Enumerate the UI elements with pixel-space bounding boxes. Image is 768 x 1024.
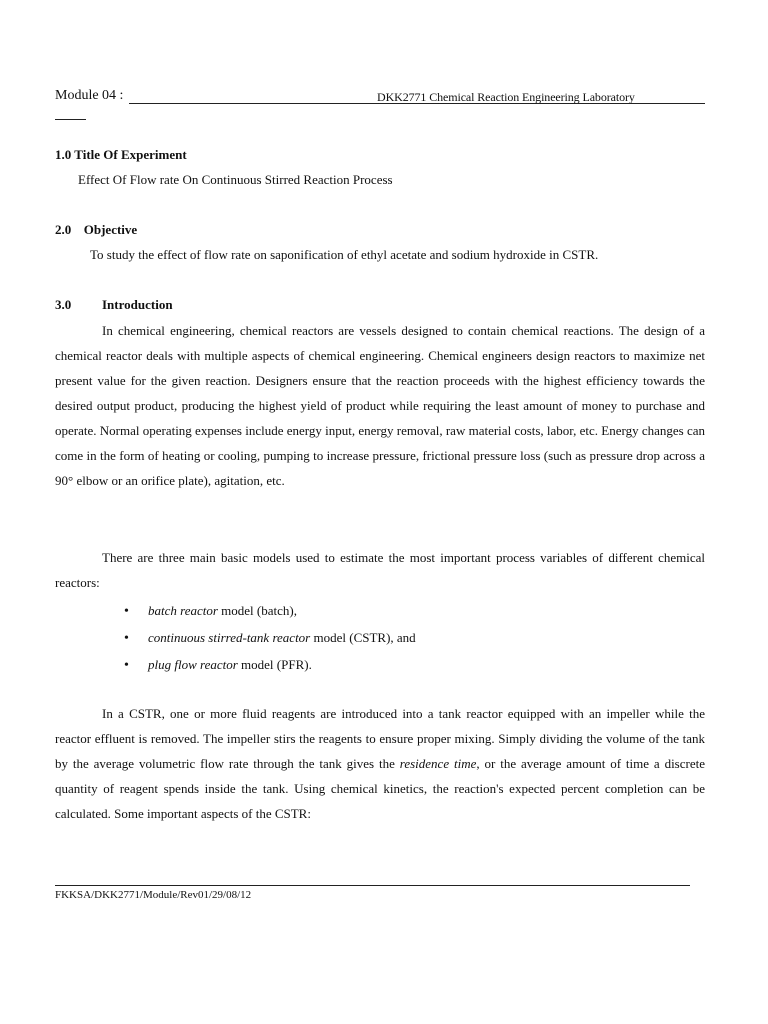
section-3-title: Introduction xyxy=(102,297,173,312)
section-1-text: Effect Of Flow rate On Continuous Stirred Reaction Process xyxy=(78,172,393,187)
section-2-title: Objective xyxy=(83,222,138,237)
footer-code: FKKSA/DKK2771/Module/Rev01/29/08/12 xyxy=(55,889,252,901)
section-2-text: To study the effect of flow rate on saponification of ethyl acetate and sodium hydroxide in CSTR. xyxy=(90,247,599,262)
intro-paragraph-2: There are three main basic models used to estimate the most important process variables of different chemical reactors: xyxy=(55,550,705,590)
header-rule xyxy=(129,103,705,104)
section-2-heading xyxy=(55,222,137,238)
section-3-heading xyxy=(55,297,173,313)
page-header xyxy=(55,88,705,108)
course-title: DKK2771 Chemical Reaction Engineering Laboratory xyxy=(377,90,635,104)
bullet-icon: • xyxy=(124,658,129,673)
intro-paragraph-1: In chemical engineering, chemical reactors are vessels designed to contain chemical reactions. The design of a chemical reactor deals with multiple aspects of chemical engineering. Chemical engineers design reactors to maximize net present value for the given reaction. Designers ensure that the reaction proceeds with the highest efficiency towards the desired output product, producing the highest yield of product while requiring the least amount of money to purchase and operate. Normal operating expenses include energy input, energy removal, raw material costs, labor, etc. Energy changes can come in the form of heating or cooling, pumping to increase pressure, frictional pressure loss (such as pressure drop across a 90° elbow or an orifice plate), agitation, etc. xyxy=(55,323,705,488)
reactor-models-list xyxy=(124,597,416,678)
footer-rule xyxy=(55,885,690,886)
bullet-icon: • xyxy=(124,631,129,646)
module-label: Module 04 : xyxy=(55,88,124,103)
section-2-number: 2.0 xyxy=(55,222,72,237)
section-3-number: 3.0 xyxy=(55,297,72,312)
list-item: • plug flow reactor model (PFR). xyxy=(124,651,416,678)
bullet-icon: • xyxy=(124,604,129,619)
section-1-heading: 1.0 Title Of Experiment xyxy=(55,147,187,162)
intro-paragraph-3: In a CSTR, one or more fluid reagents are introduced into a tank reactor equipped with an impeller while the reactor effluent is removed. The impeller stirs the reagents to ensure proper mixing. Simply dividing the volume of the tank by the average volumetric flow rate through the tank gives the residence time, or the average amount of time a discrete quantity of reagent spends inside the tank. Using chemical kinetics, the reaction's expected percent completion can be calculated. Some important aspects of the CSTR: xyxy=(55,706,705,821)
header-rule-continuation xyxy=(55,119,86,120)
list-item: • continuous stirred-tank reactor model (CSTR), and xyxy=(124,624,416,651)
list-item: • batch reactor model (batch), xyxy=(124,597,416,624)
